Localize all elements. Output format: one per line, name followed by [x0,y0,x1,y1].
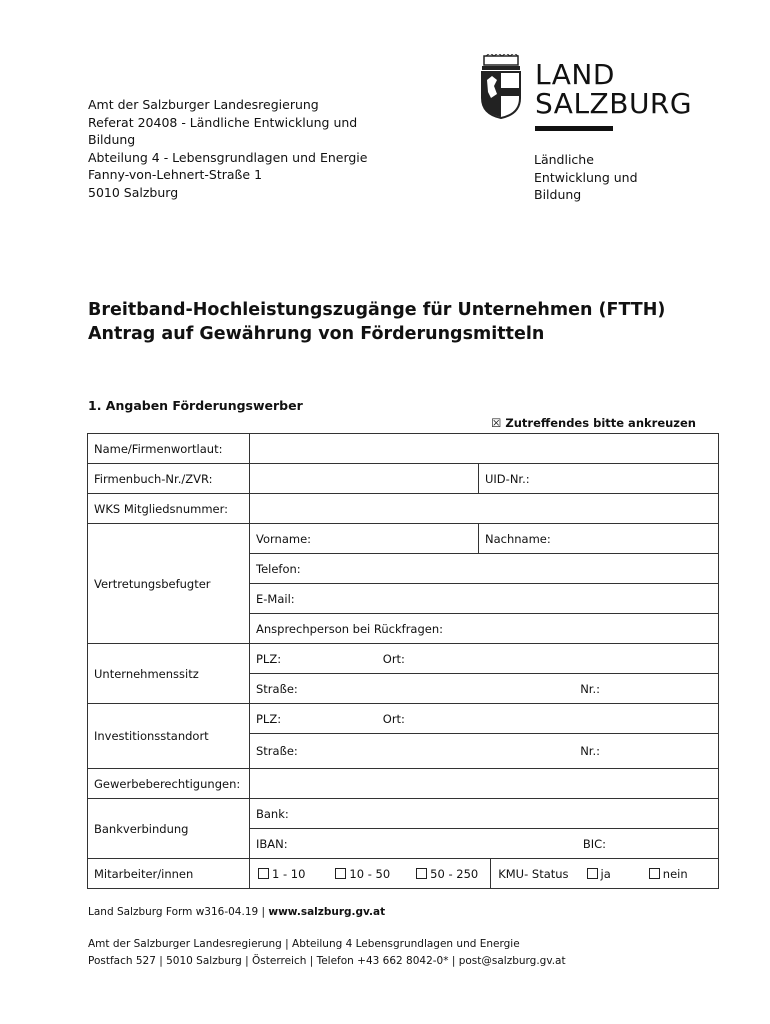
uid-field[interactable] [479,464,719,494]
title-line-2: Antrag auf Gewährung von Förderungsmitteln [88,324,545,344]
label-vertretung: Vertretungsbefugter [88,524,250,644]
department-line: Bildung [534,187,582,202]
label-nr: Nr.: [580,681,600,696]
title-line-1: Breitband-Hochleistungszugänge für Unternehmen (FTTH) [88,300,666,320]
section-heading: 1. Angaben Förderungswerber [88,398,303,413]
bank-field[interactable] [250,799,719,829]
nachname-field[interactable] [479,524,719,554]
option-label: 50 - 250 [430,866,479,881]
standort-plz-ort-field[interactable] [250,704,719,734]
address-line: Referat 20408 - Ländliche Entwicklung und [88,114,358,130]
land-salzburg-logo [478,54,718,136]
telefon-field[interactable] [250,554,719,584]
label-kmu [490,859,568,888]
website-link[interactable]: www.salzburg.gv.at [268,906,386,918]
table-row [88,704,719,734]
sender-address [88,96,367,201]
form-footer [88,906,385,918]
hint-text: Zutreffendes bitte ankreuzen [505,416,696,430]
table-row [88,494,719,524]
label-uid: UID-Nr.: [485,471,530,486]
option-label: 1 - 10 [272,866,306,881]
mitarbeiter-options [250,859,719,889]
firmenbuch-field[interactable] [250,464,479,494]
logo-line-salzburg: SALZBURG [535,87,693,120]
option-ja[interactable] [587,867,611,881]
address-line: Fanny-von-Lehnert-Straße 1 [88,167,263,182]
vorname-field[interactable] [250,524,479,554]
checkbox-icon[interactable] [649,868,660,879]
label-sitz: Unternehmenssitz [88,644,250,704]
checked-box-icon: ☒ [491,416,502,430]
table-row [88,799,719,829]
label-nachname: Nachname: [485,531,551,546]
table-row [88,644,719,674]
kmu-label-text: KMU- Status [498,866,569,881]
applicant-form-table [87,433,719,889]
option-50-250[interactable] [416,867,478,881]
label-mitarbeiter: Mitarbeiter/innen [88,859,250,889]
table-row [88,769,719,799]
label-bic: BIC: [582,836,606,851]
standort-strasse-field[interactable] [250,734,719,769]
label-name: Name/Firmenwortlaut: [88,434,250,464]
address-line: Bildung [88,132,136,147]
logo-underline [535,126,613,131]
label-strasse: Straße: [256,744,298,758]
ansprech-field[interactable] [250,614,719,644]
address-line: 5010 Salzburg [88,184,179,200]
table-row [88,434,719,464]
wks-field[interactable] [250,494,719,524]
department-line: Entwicklung und [534,169,638,185]
label-firmenbuch: Firmenbuch-Nr./ZVR: [88,464,250,494]
logo-wordmark [535,60,692,118]
option-label: ja [600,866,611,881]
address-line: Abteilung 4 - Lebensgrundlagen und Energie [88,149,368,165]
checkbox-hint [491,416,696,430]
table-row [88,859,719,889]
address-line: Amt der Salzburger Landesregierung [88,97,319,112]
form-id: Land Salzburg Form w316-04.19 | [88,906,269,918]
option-label: 10 - 50 [349,866,391,881]
label-plz: PLZ: [256,651,282,666]
label-iban: IBAN: [256,836,288,851]
gewerbe-field[interactable] [250,769,719,799]
label-wks: WKS Mitgliedsnummer: [88,494,250,524]
label-gewerbe: Gewerbeberechtigungen: [88,769,250,799]
option-nein[interactable] [649,867,688,881]
label-email: E-Mail: [256,591,295,606]
checkbox-icon[interactable] [335,868,346,879]
sitz-plz-ort-field[interactable] [250,644,719,674]
label-ort: Ort: [382,711,405,726]
iban-bic-field[interactable] [250,829,719,859]
option-label: nein [662,866,688,881]
department-line: Ländliche [534,152,594,167]
name-field[interactable] [250,434,719,464]
email-field[interactable] [250,584,719,614]
label-standort: Investitionsstandort [88,704,250,769]
footer-line-1: Amt der Salzburger Landesregierung | Abteilung 4 Lebensgrundlagen und Energie [88,938,520,950]
table-row [88,524,719,554]
contact-footer [88,936,566,970]
option-1-10[interactable] [258,867,305,881]
checkbox-icon[interactable] [258,868,269,879]
logo-line-land: LAND [535,58,615,91]
checkbox-icon[interactable] [416,868,427,879]
document-title [88,298,665,346]
option-10-50[interactable] [335,867,390,881]
coat-of-arms-icon [478,54,524,120]
label-plz: PLZ: [256,711,282,726]
label-bank: Bankverbindung [88,799,250,859]
sitz-strasse-field[interactable] [250,674,719,704]
footer-line-2: Postfach 527 | 5010 Salzburg | Österreich | Telefon +43 662 8042-0* | post@salzburg.gv.at [88,955,566,967]
table-row [88,464,719,494]
label-telefon: Telefon: [256,561,301,576]
checkbox-icon[interactable] [587,868,598,879]
department-name [534,151,638,204]
label-bank-field: Bank: [256,806,289,821]
label-nr: Nr.: [580,744,600,758]
label-strasse: Straße: [256,681,298,696]
label-vorname: Vorname: [256,531,312,546]
label-ansprech: Ansprechperson bei Rückfragen: [256,621,444,636]
label-ort: Ort: [382,651,405,666]
